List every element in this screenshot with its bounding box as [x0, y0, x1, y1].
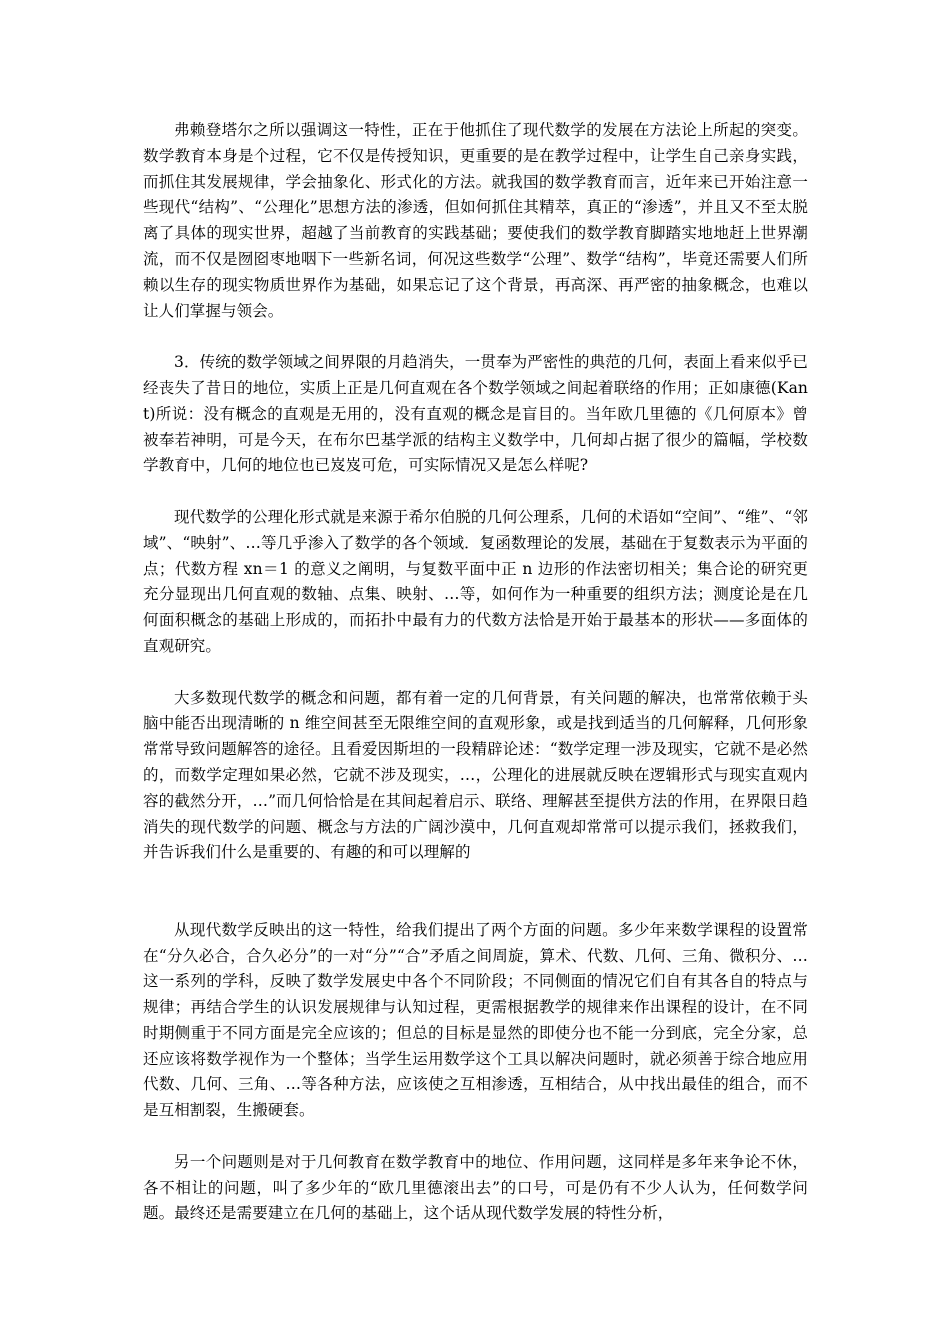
paragraph-geometry-education: 另一个问题则是对于几何教育在数学教育中的地位、作用问题，这同样是多年来争论不休，各不相让的问题，叫了多少年的“欧几里德滚出去”的口号，可是仍有不少人认为，任何数学问题。最终还是需要建立在几何的基础上，这个话从现代数学发展的特性分析， [143, 1152, 808, 1223]
paragraph-curriculum: 从现代数学反映出的这一特性，给我们提出了两个方面的问题。多少年来数学课程的设置常在“分久必合，合久必分”的一对“分”“合”矛盾之间周旋，算术、代数、几何、三角、微积分、…这一系列的学科，反映了数学发展史中各个不同阶段；不同侧面的情况它们自有其各自的特点与规律；再结合学生的认识发展规律与认知过程，更需根据教学的规律来作出课程的设计，在不同时期侧重于不同方面是完全应该的；但总的目标是显然的即使分也不能一分到底，完全分家，总还应该将数学视作为一个整体；当学生运用数学这个工具以解决问题时，就必须善于综合地应用代数、几何、三角、…等各种方法，应该使之互相渗透，互相结合，从中找出最佳的组合，而不是互相割裂，生搬硬套。 [143, 920, 808, 1120]
document-page [143, 118, 808, 1227]
paragraph-freudenthal: 弗赖登塔尔之所以强调这一特性，正在于他抓住了现代数学的发展在方法论上所起的突变。数学教育本身是个过程，它不仅是传授知识，更重要的是在教学过程中，让学生自己亲身实践，而抓住其发展规律，学会抽象化、形式化的方法。就我国的数学教育而言，近年来已开始注意一些现代“结构”、“公理化”思想方法的渗透，但如何抓住其精萃，真正的“渗透”，并且又不至太脱离了具体的现实世界，超越了当前教育的实践基础；要使我们的数学教育脚踏实地地赶上世界潮流，而不仅是囫囵枣地咽下一些新名词，何况这些数学“公理”、数学“结构”，毕竟还需要人们所赖以生存的现实物质世界作为基础，如果忘记了这个背景，再高深、再严密的抽象概念，也难以让人们掌握与领会。 [143, 121, 808, 320]
paragraph-geometric-intuition: 大多数现代数学的概念和问题，都有着一定的几何背景，有关问题的解决，也常常依赖于头脑中能否出现清晰的 n 维空间甚至无限维空间的直观形象，或是找到适当的几何解释，几何形象常常导致问题解答的途径。且看爱因斯坦的一段精辟论述：“数学定理一涉及现实，它就不是必然的，而数学定理如果必然，它就不涉及现实，…，公理化的进展就反映在逻辑形式与现实直观内容的截然分开，…”而几何恰恰是在其间起着启示、联络、理解甚至提供方法的作用，在界限日趋消失的现代数学的问题、概念与方法的广阔沙漠中，几何直观却常常可以提示我们，拯救我们，并告诉我们什么是重要的、有趣的和可以理解的 [143, 688, 808, 862]
paragraph-axiomatization: 现代数学的公理化形式就是来源于希尔伯脱的几何公理系，几何的术语如“空间”、“维”、“邻域”、“映射”、…等几乎渗入了数学的各个领域．复函数理论的发展，基础在于复数表示为平面的点；代数方程 xn＝1 的意义之阐明，与复数平面中正 n 边形的作法密切相关；集合论的研究更充分显现出几何直观的数轴、点集、映射、…等，如何作为一种重要的组织方法；测度论是在几何面积概念的基础上形成的，而拓扑中最有力的代数方法恰是开始于最基本的形状——多面体的直观研究。 [143, 507, 808, 655]
paragraph-geometry-boundaries: 3．传统的数学领域之间界限的月趋消失，一贯奉为严密性的典范的几何，表面上看来似乎已经丧失了昔日的地位，实质上正是几何直观在各个数学领域之间起着联络的作用；正如康德(Kant)所说：没有概念的直观是无用的，没有直观的概念是盲目的。当年欧几里德的《几何原本》曾被奉若神明，可是今天，在布尔巴基学派的结构主义数学中，几何却占据了很少的篇幅，学校数学教育中，几何的地位也已岌岌可危，可实际情况又是怎么样呢? [143, 353, 808, 475]
